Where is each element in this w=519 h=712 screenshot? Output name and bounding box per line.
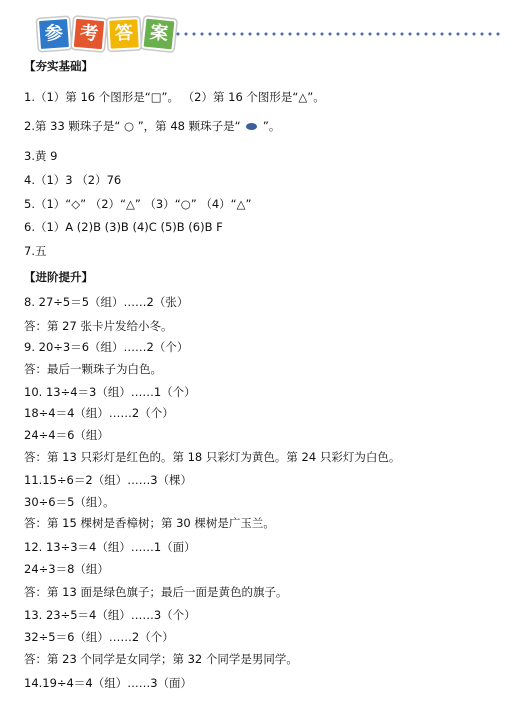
answer-line: 9. 20÷3＝6（组）……2（个） (24, 340, 189, 354)
answer-line: 3.黄 9 (24, 149, 58, 163)
answer-line: 4.（1）3 （2）76 (24, 173, 122, 187)
answer-line: 11.15÷6＝2（组）……3（棵） (24, 473, 193, 487)
answer-line: 6.（1）A (2)B (3)B (4)C (5)B (6)B F (24, 220, 223, 234)
answer-line: 8. 27÷5＝5（组）……2（张） (24, 295, 189, 309)
title-tile: 案 (141, 16, 176, 51)
answer-line: 答：最后一颗珠子为白色。 (24, 362, 162, 376)
bead-icon (246, 123, 257, 130)
answer-line: 30÷6＝5（组）。 (24, 495, 115, 509)
answer-line: 2.第 33 颗珠子是“ ○ ”，第 48 颗珠子是“ ”。 (24, 119, 281, 133)
answer-line: 24÷4＝6（组） (24, 428, 109, 442)
answer-line: 32÷5＝6（组）……2（个） (24, 630, 174, 644)
answer-line: 24÷3＝8（组） (24, 562, 109, 576)
answer-line: 1.（1）第 16 个图形是“□”。 （2）第 16 个图形是“△”。 (24, 90, 325, 104)
answer-line: 答：第 23 个同学是女同学；第 32 个同学是男同学。 (24, 652, 298, 666)
answer-line: 12. 13÷3＝4（组）……1（面） (24, 540, 196, 554)
answer-line: 答：第 15 棵树是香樟树；第 30 棵树是广玉兰。 (24, 516, 275, 530)
title-tile: 参 (37, 17, 71, 51)
answer-line: 7.五 (24, 244, 47, 258)
answer-line: 13. 23÷5＝4（组）……3（个） (24, 608, 196, 622)
answer-header (24, 12, 514, 48)
answer-line: 答：第 27 张卡片发给小冬。 (24, 319, 173, 333)
answer-line: 5.（1）“◇” （2）“△” （3）“○” （4）“△” (24, 197, 252, 211)
answer-line: 14.19÷4＝4（组）……3（面） (24, 676, 193, 690)
answer-line: 答：第 13 面是绿色旗子；最后一面是黄色的旗子。 (24, 585, 288, 599)
section-heading: 【进阶提升】 (24, 270, 93, 284)
answer-title-tiles (38, 18, 178, 50)
title-tile: 考 (72, 17, 107, 52)
section-heading: 【夯实基础】 (24, 59, 93, 73)
answer-line: 10. 13÷4＝3（组）……1（个） (24, 385, 196, 399)
title-tile: 答 (107, 17, 141, 51)
answer-line: 答：第 13 只彩灯是红色的。第 18 只彩灯为黄色。第 24 只彩灯为白色。 (24, 450, 401, 464)
answer-line: 18÷4＝4（组）……2（个） (24, 406, 174, 420)
dotted-divider (174, 32, 504, 36)
